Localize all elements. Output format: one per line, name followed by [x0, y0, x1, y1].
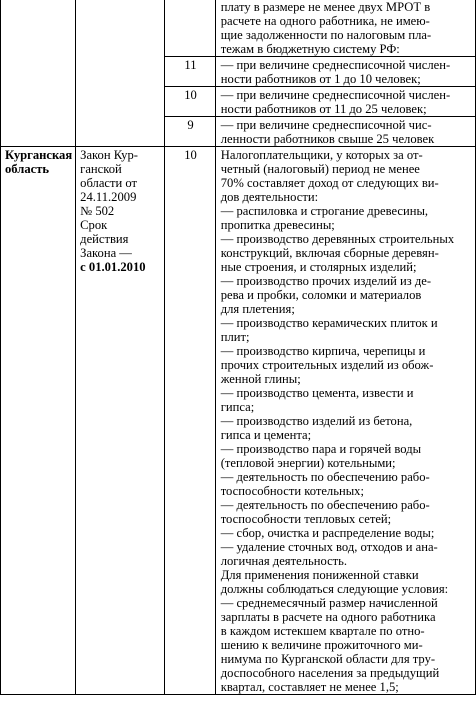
text-line: пропитка древесины;	[220, 218, 335, 232]
text-line: — производство прочих изделий из де-	[220, 274, 432, 288]
text-line: должны соблюдаться следующие условия:	[220, 582, 449, 596]
text-line: — производство деревянных строительных	[220, 232, 455, 246]
rate-cell: 11	[165, 57, 215, 87]
text-line: ленности работников свыше 25 человек	[220, 132, 435, 146]
text-line: — распиловка и строгание древесины,	[220, 204, 429, 218]
law-line: Закон Кур-	[80, 148, 138, 162]
text-line: — удаление сточных вод, отходов и ана-	[220, 540, 438, 554]
text-line: гипса;	[220, 400, 255, 414]
text-line: зарплаты в расчете на одного работника	[220, 610, 436, 624]
table-row	[1, 0, 476, 57]
law-line: действия	[80, 232, 129, 246]
table-row-kurgan	[1, 147, 476, 695]
region-name-line: область	[5, 162, 50, 176]
law-line: 24.11.2009	[80, 190, 137, 204]
text-line: четный (налоговый) период не менее	[220, 162, 420, 176]
text-line: гипса и цемента;	[220, 428, 312, 442]
text-line: тоспособности котельных;	[220, 484, 364, 498]
text-line: щие задолженности по налоговым пла-	[220, 28, 432, 42]
text-line: дов деятельности:	[220, 190, 319, 204]
text-line: для плетения;	[220, 302, 295, 316]
condition-cell	[215, 87, 475, 117]
rate-cell: 10	[165, 87, 215, 117]
rate-cell: 9	[165, 117, 215, 147]
law-line: области от	[80, 176, 138, 190]
text-line: плату в размере не менее двух МРОТ в	[220, 0, 431, 14]
region-cell	[1, 147, 76, 695]
text-line: ности работников от 11 до 25 человек;	[220, 102, 427, 116]
law-cell	[76, 147, 165, 695]
law-line: № 502	[80, 204, 115, 218]
text-line: — деятельность по обеспечению рабо-	[220, 498, 430, 512]
text-line: 70% составляет доход от следующих ви-	[220, 176, 439, 190]
text-line: — производство цемента, извести и	[220, 386, 414, 400]
text-line: — производство пара и горячей воды	[220, 442, 422, 456]
text-line: квартал, составляет не менее 1,5;	[220, 680, 399, 694]
text-line: — сбор, очистка и распределение воды;	[220, 526, 435, 540]
text-line: Для применения пониженной ставки	[220, 568, 419, 582]
condition-cell	[215, 57, 475, 87]
condition-cell	[215, 0, 475, 57]
text-line: нимума по Курганской области для тру-	[220, 652, 436, 666]
text-line: конструкций, включая сборные деревян-	[220, 246, 439, 260]
condition-cell	[215, 147, 475, 695]
law-line: Срок	[80, 218, 108, 232]
text-line: плит;	[220, 330, 250, 344]
region-name-line: Курганская	[5, 148, 73, 162]
text-line: ные строения, и столярных изделий;	[220, 260, 417, 274]
text-line: — производство изделий из бетона,	[220, 414, 413, 428]
text-line: расчете на одного работника, не имею-	[220, 14, 430, 28]
text-line: тоспособности тепловых сетей;	[220, 512, 392, 526]
text-line: доспособного населения за предыдущий	[220, 666, 440, 680]
law-line: ганской	[80, 162, 122, 176]
text-line: (тепловой энергии) котельными;	[220, 456, 396, 470]
text-line: — деятельность по обеспечению рабо-	[220, 470, 430, 484]
law-cell-empty	[76, 0, 165, 147]
text-line: шению к величине прожиточного ми-	[220, 638, 423, 652]
text-line: тежам в бюджетную систему РФ:	[220, 42, 400, 56]
text-line: — при величине среднесписочной чис-	[220, 118, 432, 132]
text-line: в каждом истекшем квартале по отно-	[220, 624, 425, 638]
law-effective-date: с 01.01.2010	[80, 260, 146, 274]
text-line: рева и пробки, соломки и материалов	[220, 288, 422, 302]
region-cell-empty	[1, 0, 76, 147]
text-line: прочих строительных изделий из обож-	[220, 358, 434, 372]
rate-cell	[165, 0, 215, 57]
rate-cell: 10	[165, 147, 215, 695]
law-line: Закона —	[80, 246, 132, 260]
text-line: — производство керамических плиток и	[220, 316, 438, 330]
condition-cell	[215, 117, 475, 147]
text-line: женной глины;	[220, 372, 301, 386]
text-line: ности работников от 1 до 10 человек;	[220, 72, 421, 86]
text-line: — производство кирпича, черепицы и	[220, 344, 426, 358]
text-line: логичная деятельность.	[220, 554, 348, 568]
text-line: Налогоплательщики, у которых за от-	[220, 148, 423, 162]
text-line: — при величине среднесписочной числен-	[220, 58, 451, 72]
text-line: — при величине среднесписочной числен-	[220, 88, 451, 102]
text-line: — среднемесячный размер начисленной	[220, 596, 438, 610]
